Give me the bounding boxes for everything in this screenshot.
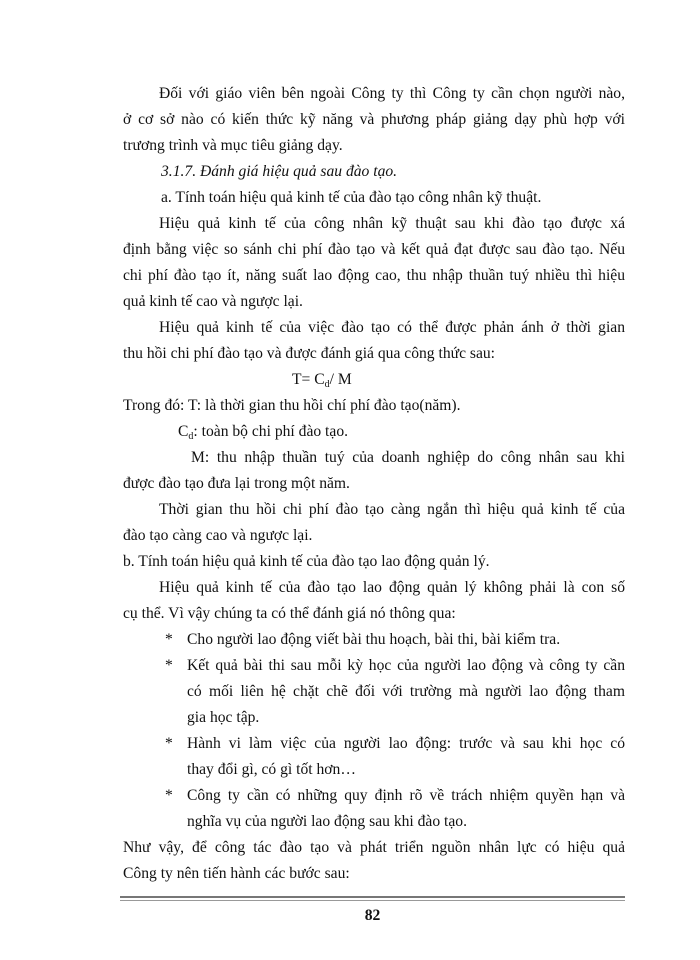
definition-line xyxy=(178,422,348,447)
footer-rule xyxy=(120,896,625,898)
page-number: 82 xyxy=(364,907,381,924)
definition-symbol: C xyxy=(178,423,189,440)
footer-rule-thin xyxy=(120,900,625,901)
paragraph-line: Hiệu quả kinh tế của đào tạo lao động quản lý không phải là con số xyxy=(159,579,625,596)
formula-subscript: d xyxy=(324,379,330,390)
paragraph-line: Thời gian thu hồi chi phí đào tạo càng ngắn thì hiệu quả kinh tế của xyxy=(159,501,625,518)
definition-text: : toàn bộ chi phí đào tạo. xyxy=(193,423,349,440)
bullet-text: gia học tập. xyxy=(187,709,260,726)
formula-suffix: / M xyxy=(329,371,352,388)
paragraph-line: Trong đó: T: là thời gian thu hồi chí phí đào tạo(năm). xyxy=(123,397,461,414)
paragraph-line: cụ thể. Vì vậy chúng ta có thể đánh giá nó thông qua: xyxy=(123,605,456,622)
paragraph-line: được đào tạo đưa lại trong một năm. xyxy=(123,475,350,492)
paragraph-line: ở cơ sở nào có kiến thức kỹ năng và phương pháp giảng dạy phù hợp với xyxy=(123,111,625,128)
subsection-heading: a. Tính toán hiệu quả kinh tế của đào tạo công nhân kỹ thuật. xyxy=(161,189,542,206)
paragraph-line: trương trình và mục tiêu giảng dạy. xyxy=(123,137,343,154)
bullet-marker: * xyxy=(165,631,173,648)
formula xyxy=(292,370,352,395)
paragraph-line: định bằng việc so sánh chi phí đào tạo và kết quả đạt được sau đào tạo. Nếu xyxy=(123,241,625,258)
paragraph-line: Như vậy, để công tác đào tạo và phát triển nguồn nhân lực có hiệu quả xyxy=(123,839,625,856)
subsection-heading: b. Tính toán hiệu quả kinh tế của đào tạo lao động quản lý. xyxy=(123,553,490,570)
bullet-text: nghĩa vụ của người lao động sau khi đào tạo. xyxy=(187,813,468,830)
paragraph-line: thu hồi chi phí đào tạo và được đánh giá qua công thức sau: xyxy=(123,345,496,362)
bullet-text: Kết quả bài thi sau mỗi kỳ học của người lao động và công ty cần xyxy=(187,657,625,674)
bullet-text: có mối liên hệ chặt chẽ đối với trường mà người lao động tham xyxy=(187,683,625,700)
bullet-text: thay đổi gì, có gì tốt hơn… xyxy=(187,761,356,778)
bullet-text: Hành vi làm việc của người lao động: trước và sau khi học có xyxy=(187,735,625,752)
paragraph-line: Hiệu quả kinh tế của công nhân kỹ thuật sau khi đào tạo được xá xyxy=(159,215,625,232)
paragraph-line: Đối với giáo viên bên ngoài Công ty thì Công ty cần chọn người nào, xyxy=(159,85,625,102)
paragraph-line: Công ty nên tiến hành các bước sau: xyxy=(123,865,350,882)
bullet-text: Công ty cần có những quy định rõ về trách nhiệm quyền hạn và xyxy=(187,787,625,804)
definition-subscript: d xyxy=(188,431,194,442)
paragraph-line: chi phí đào tạo ít, năng suất lao động cao, thu nhập thuần tuý nhiều thì hiệu xyxy=(123,267,625,284)
bullet-marker: * xyxy=(165,657,173,674)
section-heading: 3.1.7. Đánh giá hiệu quả sau đào tạo. xyxy=(161,163,398,180)
definition-line: M: thu nhập thuần tuý của doanh nghiệp do công nhân sau khi xyxy=(191,449,625,466)
bullet-text: Cho người lao động viết bài thu hoạch, bài thi, bài kiểm tra. xyxy=(187,631,561,648)
paragraph-line: quả kinh tế cao và ngược lại. xyxy=(123,293,303,310)
paragraph-line: đào tạo càng cao và ngược lại. xyxy=(123,527,313,544)
bullet-marker: * xyxy=(165,735,173,752)
paragraph-line: Hiệu quả kinh tế của việc đào tạo có thể được phản ánh ở thời gian xyxy=(159,319,625,336)
formula-prefix: T= C xyxy=(292,371,325,388)
bullet-marker: * xyxy=(165,787,173,804)
